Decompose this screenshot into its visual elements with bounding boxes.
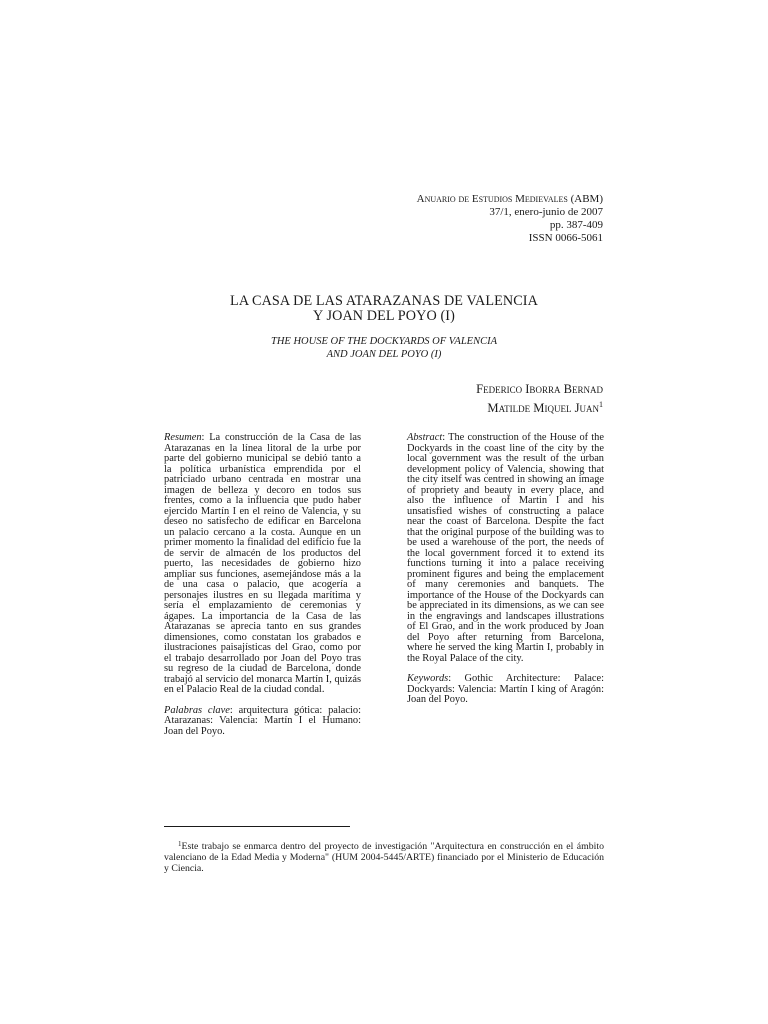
journal-abbr: (ABM) [570,193,603,205]
paper-subtitle-line-1: THE HOUSE OF THE DOCKYARDS OF VALENCIA [271,336,497,347]
keywords-label: Keywords [407,673,449,684]
palabras-clave-text: : arquitectura gótica: palacio: Atarazanas: Valencia: Martín I el Humano: Joan del Poyo. [164,704,361,737]
keywords-paragraph [407,674,604,706]
resumen-text: : La construcción de la Casa de las Atarazanas en la línea litoral de la urbe por parte del gobierno municipal se debió tanto a la política urbanística emprendida por el patriciado urbano centrada en mostrar una imagen de belleza y decoro en todos sus frentes, como a la influencia que pudo haber ejercido Martín I en el reino de Valencia, y su deseo no satisfecho de edificar en Barcelona un palacio cercano a la costa. Aunque en un primer momento la finalidad del edificio fue la de servir de almacén de los productos del puerto, las necesidades de gobierno hizo ampliar sus funciones, asemejándose más a la de una casa o palacio, que acogería a personajes ilustres en su llegada marítima y sería el emplazamiento de ceremonias y ágapes. La importancia de la Casa de las Atarazanas se aprecia tanto en sus grandes dimensiones, como constatan los grabados e ilustraciones paisajísticas del Grao, como por el trabajo desarrollado por Joan del Poyo tras su regreso de la ciudad de Barcelona, donde trabajó al servicio del monarca Martín I, quizás en el Palacio Real de la ciudad condal. [164,432,361,695]
keywords-text: : Gothic Architecture: Palace: Dockyards: Valencia: Martín I king of Aragón: Joan del Poyo. [407,673,604,705]
footnote-text: Este trabajo se enmarca dentro del proyecto de investigación "Arquitectura en construcción en el ámbito valenciano de la Edad Media y Moderna" (HUM 2004-5445/ARTE) financiado por el Ministerio de Educación y Ciencia. [164,841,604,874]
abstract-paragraph [407,433,604,664]
author-2: Matilde Miquel Juan [487,401,599,415]
paper-subtitle [164,336,604,361]
footnote-mark: 1 [178,840,182,848]
resumen-paragraph [164,433,361,696]
journal-issn: ISSN 0066-5061 [528,232,603,244]
journal-name: Anuario de Estudios Medievales [416,193,568,205]
palabras-clave-paragraph [164,706,361,738]
author-list [476,381,603,416]
author-2-footnote-mark: 1 [599,400,603,409]
palabras-clave-label: Palabras clave [164,704,230,716]
journal-pages: pp. 387-409 [549,219,603,231]
footnote-divider [164,826,350,827]
paper-subtitle-line-2: AND JOAN DEL POYO (I) [326,348,442,360]
journal-issue: 37/1, enero-junio de 2007 [489,206,603,218]
abstract-label: Abstract [407,432,443,443]
journal-name-line [417,193,603,206]
paper-title [164,294,604,324]
footnote [164,839,604,874]
journal-header [417,193,603,245]
abstract-column [407,433,604,706]
resumen-label: Resumen [164,432,202,443]
paper-title-line-2: Y JOAN DEL POYO (I) [313,308,455,324]
author-1: Federico Iborra Bernad [476,382,603,396]
abstract-text: : The construction of the House of the Dockyards in the coast line of the city by the local government was the result of the urban development policy of Valencia, showing that the city itself was centred in showing an image of propriety and beauty in every place, and also the influence of Martin I and his unsatisfied wishes of constructing a palace near the coast of Barcelona. Despite the fact that the original purpose of the building was to be used a warehouse of the port, the needs of the local government forced it to extend its functions turning it into a palace receiving prominent figures and being the emplacement of many ceremonies and banquets. The importance of the House of the Dockyards can be appreciated in its dimensions, as we can see in the engravings and landscapes illustrations of El Grao, and in the work produced by Joan del Poyo after returning from Barcelona, where he served the king Martin I, probably in the Royal Palace of the city. [407,432,604,664]
paper-title-line-1: LA CASA DE LAS ATARAZANAS DE VALENCIA [230,293,538,309]
author-2-line [476,397,603,416]
resumen-column [164,433,361,737]
